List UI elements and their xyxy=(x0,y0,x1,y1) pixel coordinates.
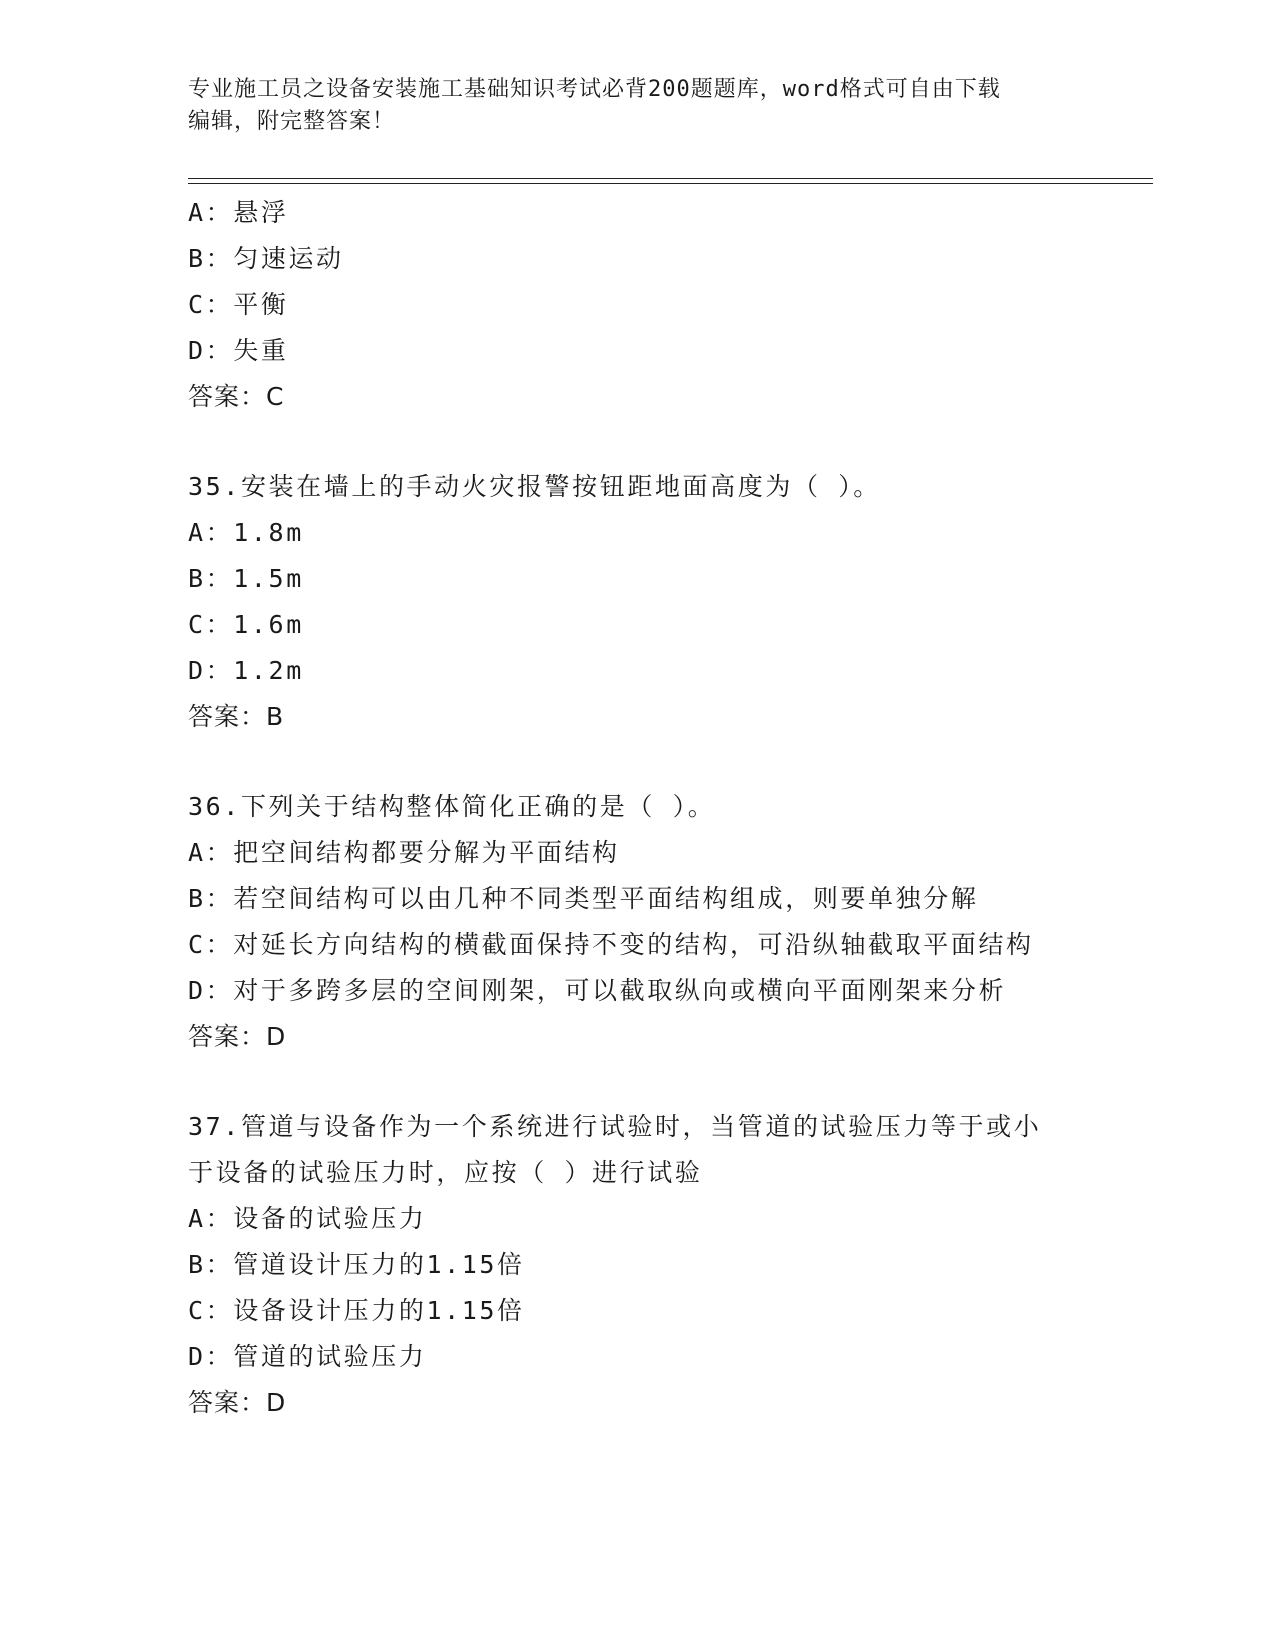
header-divider-bottom xyxy=(188,183,1153,184)
option-a: A：1.8m xyxy=(188,518,304,547)
block-spacer xyxy=(188,1060,1148,1104)
answer-line: 答案：D xyxy=(188,1022,287,1051)
question-stem: 36.下列关于结构整体简化正确的是（ ）。 xyxy=(188,792,716,821)
question-block-34 xyxy=(188,190,1148,420)
answer-line: 答案：D xyxy=(188,1388,287,1417)
question-block-35 xyxy=(188,464,1148,740)
option-b: B：匀速运动 xyxy=(188,244,344,273)
question-stem-line-2: 于设备的试验压力时，应按（ ）进行试验 xyxy=(188,1158,703,1187)
header-line-2: 编辑，附完整答案！ xyxy=(188,109,396,134)
question-stem-line-1: 37.管道与设备作为一个系统进行试验时，当管道的试验压力等于或小 xyxy=(188,1112,1042,1141)
option-d: D：对于多跨多层的空间刚架，可以截取纵向或横向平面刚架来分析 xyxy=(188,976,1007,1005)
option-c: C：对延长方向结构的横截面保持不变的结构，可沿纵轴截取平面结构 xyxy=(188,930,1034,959)
option-c: C：设备设计压力的1.15倍 xyxy=(188,1296,525,1325)
document-header xyxy=(188,74,1088,138)
option-a: A：设备的试验压力 xyxy=(188,1204,427,1233)
question-block-37 xyxy=(188,1104,1148,1426)
option-c: C：1.6m xyxy=(188,610,304,639)
question-block-36 xyxy=(188,784,1148,1060)
option-d: D：失重 xyxy=(188,336,289,365)
header-line-1: 专业施工员之设备安装施工基础知识考试必背200题题库，word格式可自由下载 xyxy=(188,77,1001,102)
header-divider-top xyxy=(188,178,1153,179)
option-b: B：若空间结构可以由几种不同类型平面结构组成，则要单独分解 xyxy=(188,884,979,913)
block-spacer xyxy=(188,420,1148,464)
block-spacer xyxy=(188,740,1148,784)
question-stem: 35.安装在墙上的手动火灾报警按钮距地面高度为（ ）。 xyxy=(188,472,881,501)
option-b: B：管道设计压力的1.15倍 xyxy=(188,1250,525,1279)
option-c: C：平衡 xyxy=(188,290,289,319)
option-a: A：把空间结构都要分解为平面结构 xyxy=(188,838,620,867)
answer-line: 答案：C xyxy=(188,382,285,411)
option-b: B：1.5m xyxy=(188,564,304,593)
option-a: A：悬浮 xyxy=(188,198,289,227)
question-list xyxy=(188,190,1148,1426)
option-d: D：管道的试验压力 xyxy=(188,1342,427,1371)
option-d: D：1.2m xyxy=(188,656,304,685)
answer-line: 答案：B xyxy=(188,702,285,731)
